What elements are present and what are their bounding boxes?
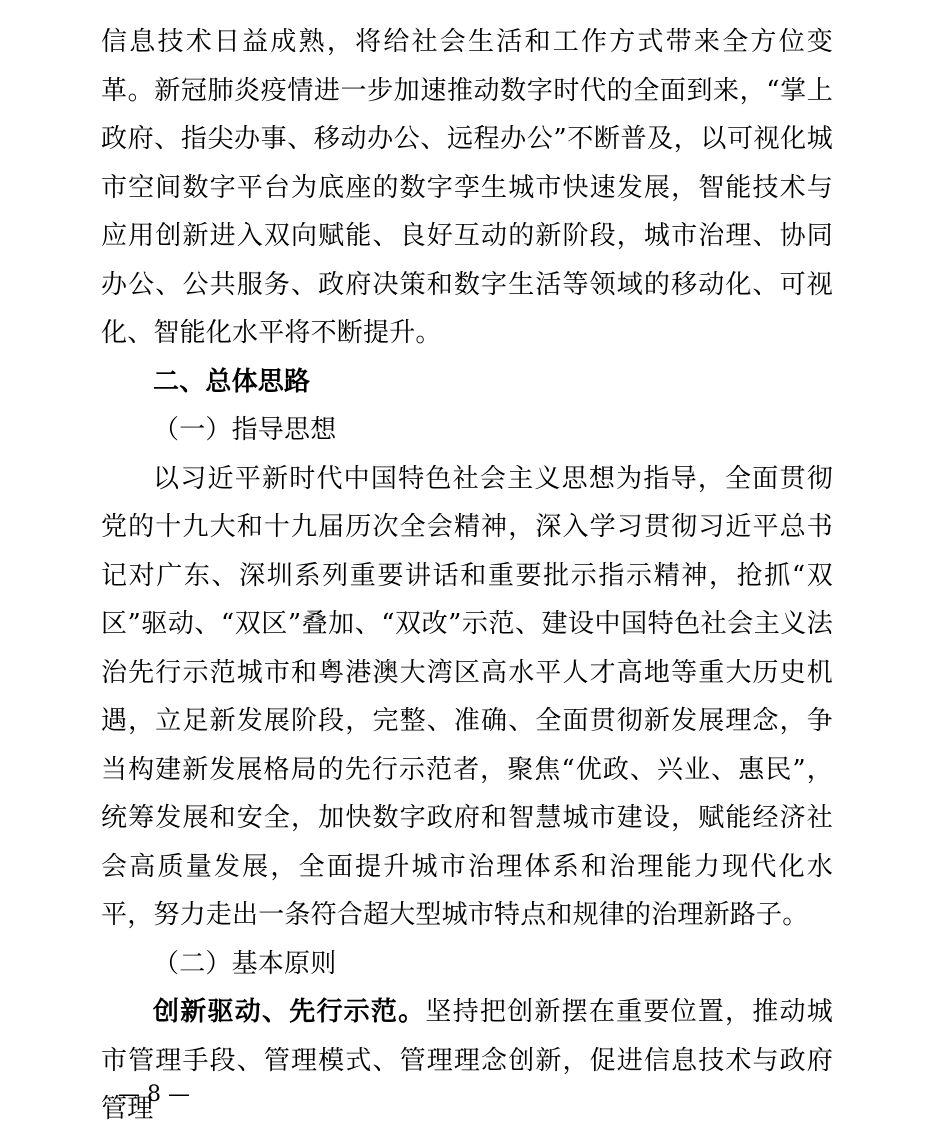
subsection-heading-basic-principles: （二）基本原则 [153, 948, 337, 979]
section-heading-overall-approach: 二、总体思路 [153, 366, 311, 397]
intro-paragraph-continued: 信息技术日益成熟，将给社会生活和工作方式带来全方位变革。新冠肺炎疫情进一步加速推动数字时代的全面到来，“掌上政府、指尖办事、移动办公、远程办公”不断普及，以可视化城市空间数字平台为底座的数字孪生城市快速发展，智能技术与应用创新进入双向赋能、良好互动的新阶段，城市治理、协同办公、公共服务、政府决策和数字生活等领域的移动化、可视化、智能化水平将不断提升。 [101, 27, 833, 348]
document-page [101, 18, 833, 1134]
subsection-heading-guiding-thought: （一）指导思想 [153, 415, 337, 445]
principle-lead-text: 创新驱动、先行示范。 [153, 997, 426, 1027]
principle-paragraph [101, 988, 833, 1134]
page-number: — 8 — [118, 1082, 190, 1107]
guiding-thought-paragraph: 以习近平新时代中国特色社会主义思想为指导，全面贯彻党的十九大和十九届历次全会精神，深入学习贯彻习近平总书记对广东、深圳系列重要讲话和重要批示指示精神，抢抓“双区”驱动、“双区”叠加、“双改”示范、建设中国特色社会主义法治先行示范城市和粤港澳大湾区高水平人才高地等重大历史机遇，立足新发展阶段，完整、准确、全面贯彻新发展理念，争当构建新发展格局的先行示范者，聚焦“优政、兴业、惠民”，统筹发展和安全，加快数字政府和智慧城市建设，赋能经济社会高质量发展，全面提升城市治理体系和治理能力现代化水平，努力走出一条符合超大型城市特点和规律的治理新路子。 [101, 463, 833, 930]
principle-body-text: 坚持把创新摆在重要位置，推动城市管理手段、管理模式、管理理念创新，促进信息技术与政府管理 [101, 997, 833, 1124]
